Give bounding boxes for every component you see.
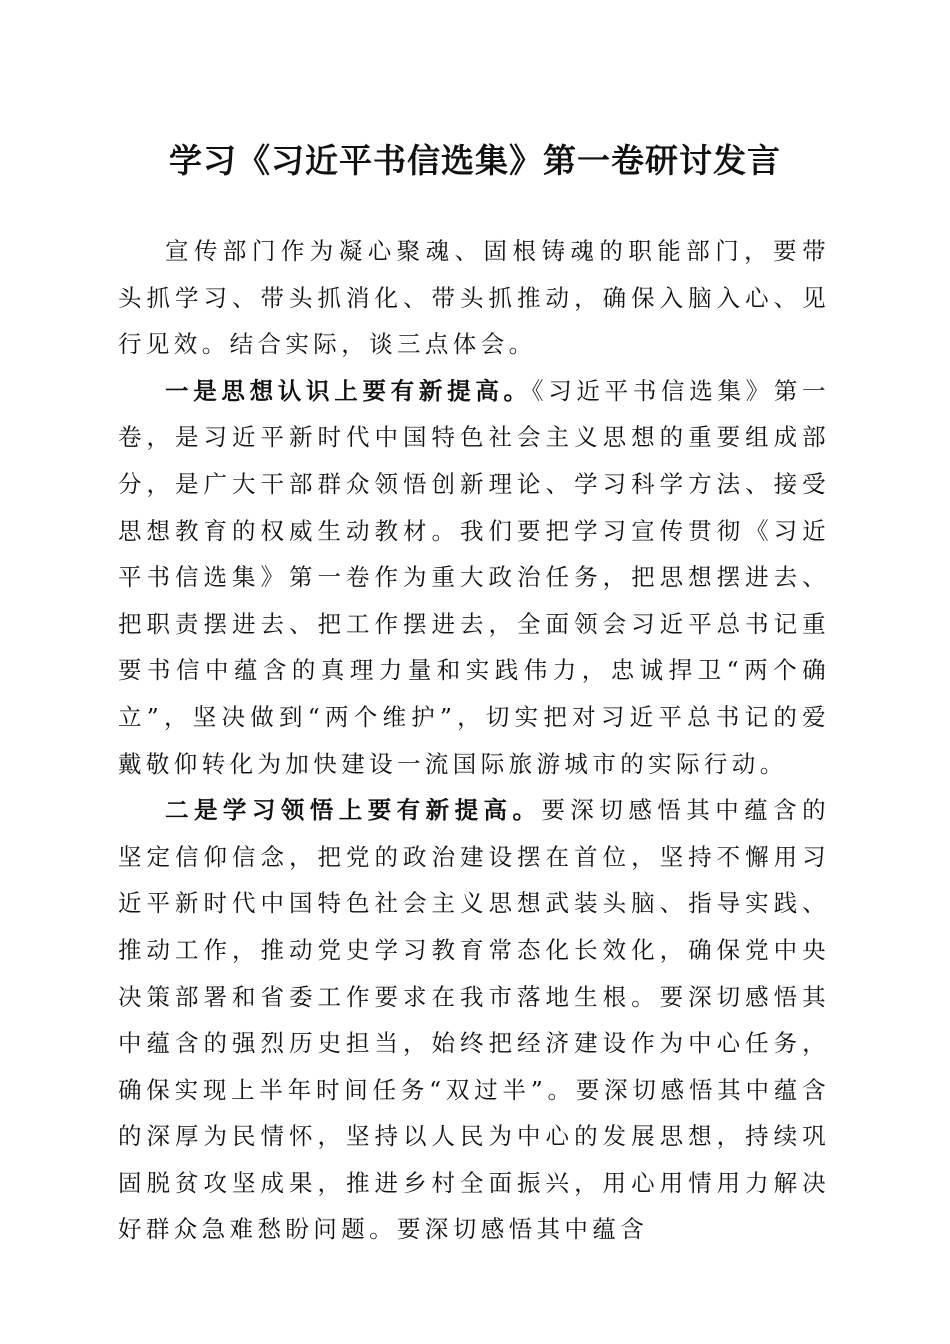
- document-title: 学习《习近平书信选集》第一卷研讨发言: [169, 141, 781, 180]
- document-body: [118, 228, 830, 1253]
- paragraph-intro: [118, 228, 830, 368]
- paragraph-point-two: [118, 787, 830, 1253]
- paragraph-lead: 二是学习领悟上要有新提高。: [165, 796, 542, 825]
- paragraph-text: 要深切感悟其中蕴含的坚定信仰信念，把党的政治建设摆在首位，坚持不懈用习近平新时代中国特色社会主义思想武装头脑、指导实践、推动工作，推动党史学习教育常态化长效化，确保党中央决策部署和省委工作要求在我市落地生根。要深切感悟其中蕴含的强烈历史担当，始终把经济建设作为中心任务，确保实现上半年时间任务“双过半”。要深切感悟其中蕴含的深厚为民情怀，坚持以人民为中心的发展思想，持续巩固脱贫攻坚成果，推进乡村全面振兴，用心用情用力解决好群众急难愁盼问题。要深切感悟其中蕴含: [118, 796, 830, 1244]
- paragraph-point-one: [118, 368, 830, 787]
- paragraph-text: 宣传部门作为凝心聚魂、固根铸魂的职能部门，要带头抓学习、带头抓消化、带头抓推动，确保入脑入心、见行见效。结合实际，谈三点体会。: [118, 237, 830, 359]
- paragraph-lead: 一是思想认识上要有新提高。: [165, 376, 532, 405]
- paragraph-text: 《习近平书信选集》第一卷，是习近平新时代中国特色社会主义思想的重要组成部分，是广大干部群众领悟创新理论、学习科学方法、接受思想教育的权威生动教材。我们要把学习宣传贯彻《习近平书信选集》第一卷作为重大政治任务，把思想摆进去、把职责摆进去、把工作摆进去，全面领会习近平总书记重要书信中蕴含的真理力量和实践伟力，忠诚捍卫“两个确立”，坚决做到“两个维护”，切实把对习近平总书记的爱戴敬仰转化为加快建设一流国际旅游城市的实际行动。: [118, 376, 831, 778]
